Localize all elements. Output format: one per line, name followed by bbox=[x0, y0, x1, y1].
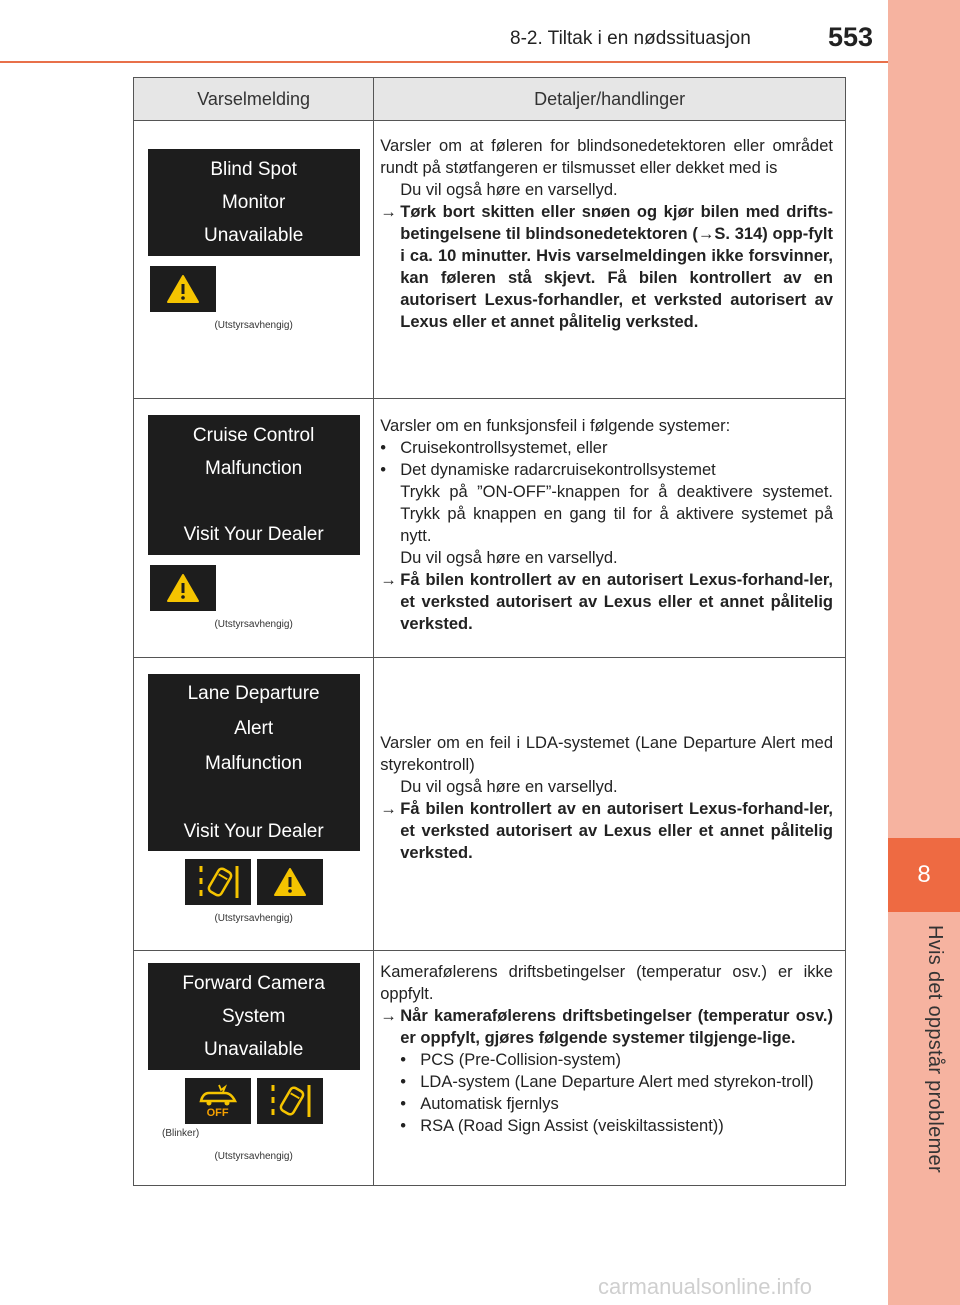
details-intro: Kamerafølerens driftsbetingelser (temperatur osv.) er ikke oppfylt. bbox=[380, 963, 833, 1003]
column-header-message: Varselmelding bbox=[134, 78, 374, 121]
display-message: Blind Spot Monitor Unavailable bbox=[148, 149, 360, 256]
header-rule bbox=[0, 61, 890, 63]
section-title: 8-2. Tiltak i en nødssituasjon bbox=[510, 28, 751, 49]
list-item: • Cruisekontrollsystemet, eller bbox=[380, 439, 608, 457]
chapter-number-tab[interactable]: 8 bbox=[888, 838, 960, 912]
details-sound: Du vil også høre en varsellyd. bbox=[400, 549, 618, 567]
lane-departure-icon bbox=[257, 1078, 323, 1124]
indicator-icons bbox=[134, 266, 373, 312]
details-sound: Du vil også høre en varsellyd. bbox=[400, 778, 618, 796]
equipment-note: (Utstyrsavhengig) bbox=[214, 619, 293, 630]
message-cell bbox=[134, 399, 374, 658]
list-item: • Automatisk fjernlys bbox=[400, 1095, 559, 1113]
table-row bbox=[134, 121, 846, 399]
details-sound: Du vil også høre en varsellyd. bbox=[400, 181, 618, 199]
display-message: Forward Camera System Unavailable bbox=[148, 963, 360, 1070]
indicator-icons bbox=[134, 1078, 373, 1124]
details-intro: Varsler om en feil i LDA-systemet (Lane Departure Alert med styrekontroll) bbox=[380, 734, 833, 774]
details-intro: Varsler om en funksjonsfeil i følgende systemer: bbox=[380, 417, 731, 435]
details-action: → Tørk bort skitten eller snøen og kjør bilen med drifts-betingelsene til blindsonedetektoren (→S. 314) opp-fylt i ca. 10 minutter. Hvis varselmeldingen ikke forsvinner, kan føleren stå skjevt. Få bilen kontrollert av en autorisert Lexus-forhandler, et verksted autorisert av Lexus eller et annet pålitelig verksted. bbox=[380, 203, 833, 331]
chapter-title: Hvis det oppstår problemer bbox=[924, 925, 946, 1173]
warning-table bbox=[133, 77, 846, 1186]
table-row bbox=[134, 399, 846, 658]
details-action: → Når kamerafølerens driftsbetingelser (temperatur osv.) er oppfylt, gjøres følgende systemer tilgjenge-lige. bbox=[380, 1007, 833, 1047]
lane-departure-icon bbox=[185, 859, 251, 905]
details-intro: Varsler om at føleren for blindsonedetektoren eller området rundt på støtfangeren er tilsmusset eller dekket med is bbox=[380, 137, 833, 177]
arrow-icon: → bbox=[380, 800, 397, 818]
arrow-icon: → bbox=[380, 203, 397, 221]
warning-icon bbox=[257, 859, 323, 905]
pcs-off-icon bbox=[185, 1078, 251, 1124]
table-row bbox=[134, 658, 846, 951]
details-cell bbox=[374, 951, 846, 1186]
warning-icon bbox=[150, 266, 216, 312]
equipment-note: (Utstyrsavhengig) bbox=[214, 1151, 293, 1162]
table-header-row bbox=[134, 78, 846, 121]
table-row bbox=[134, 951, 846, 1186]
details-cell bbox=[374, 121, 846, 399]
equipment-note: (Utstyrsavhengig) bbox=[214, 913, 293, 924]
display-message: Lane Departure Alert Malfunction Visit Your Dealer bbox=[148, 674, 360, 851]
message-cell bbox=[134, 121, 374, 399]
page-header bbox=[0, 0, 890, 62]
indicator-icons bbox=[134, 859, 373, 905]
warning-icon bbox=[150, 565, 216, 611]
list-item: • PCS (Pre-Collision-system) bbox=[400, 1051, 622, 1069]
message-cell bbox=[134, 951, 374, 1186]
arrow-icon: → bbox=[380, 571, 397, 589]
message-cell bbox=[134, 658, 374, 951]
list-item: • LDA-system (Lane Departure Alert med styrekon-troll) bbox=[400, 1073, 814, 1091]
watermark: carmanualsonline.info bbox=[598, 1274, 813, 1299]
details-cell bbox=[374, 399, 846, 658]
blinker-note: (Blinker) bbox=[162, 1128, 200, 1139]
details-action: → Få bilen kontrollert av en autorisert Lexus-forhand-ler, et verksted autorisert av Lexus eller et annet pålitelig verksted. bbox=[380, 800, 833, 862]
equipment-note: (Utstyrsavhengig) bbox=[214, 320, 293, 331]
column-header-details: Detaljer/handlinger bbox=[374, 78, 846, 121]
details-cell bbox=[374, 658, 846, 951]
page-number: 553 bbox=[828, 22, 874, 52]
arrow-icon: → bbox=[380, 1007, 397, 1025]
list-item: • Det dynamiske radarcruisekontrollsystemet bbox=[380, 461, 716, 479]
details-extra: Trykk på ”ON-OFF”-knappen for å deaktivere systemet. Trykk på knappen en gang til for å aktivere systemet på nytt. bbox=[400, 483, 833, 545]
display-message: Cruise Control Malfunction Visit Your Dealer bbox=[148, 415, 360, 555]
list-item: • RSA (Road Sign Assist (veiskiltassistent)) bbox=[400, 1117, 724, 1135]
indicator-icons bbox=[134, 565, 373, 611]
details-action: → Få bilen kontrollert av en autorisert Lexus-forhand-ler, et verksted autorisert av Lexus eller et annet pålitelig verksted. bbox=[380, 571, 833, 633]
off-label: OFF bbox=[206, 1107, 229, 1119]
